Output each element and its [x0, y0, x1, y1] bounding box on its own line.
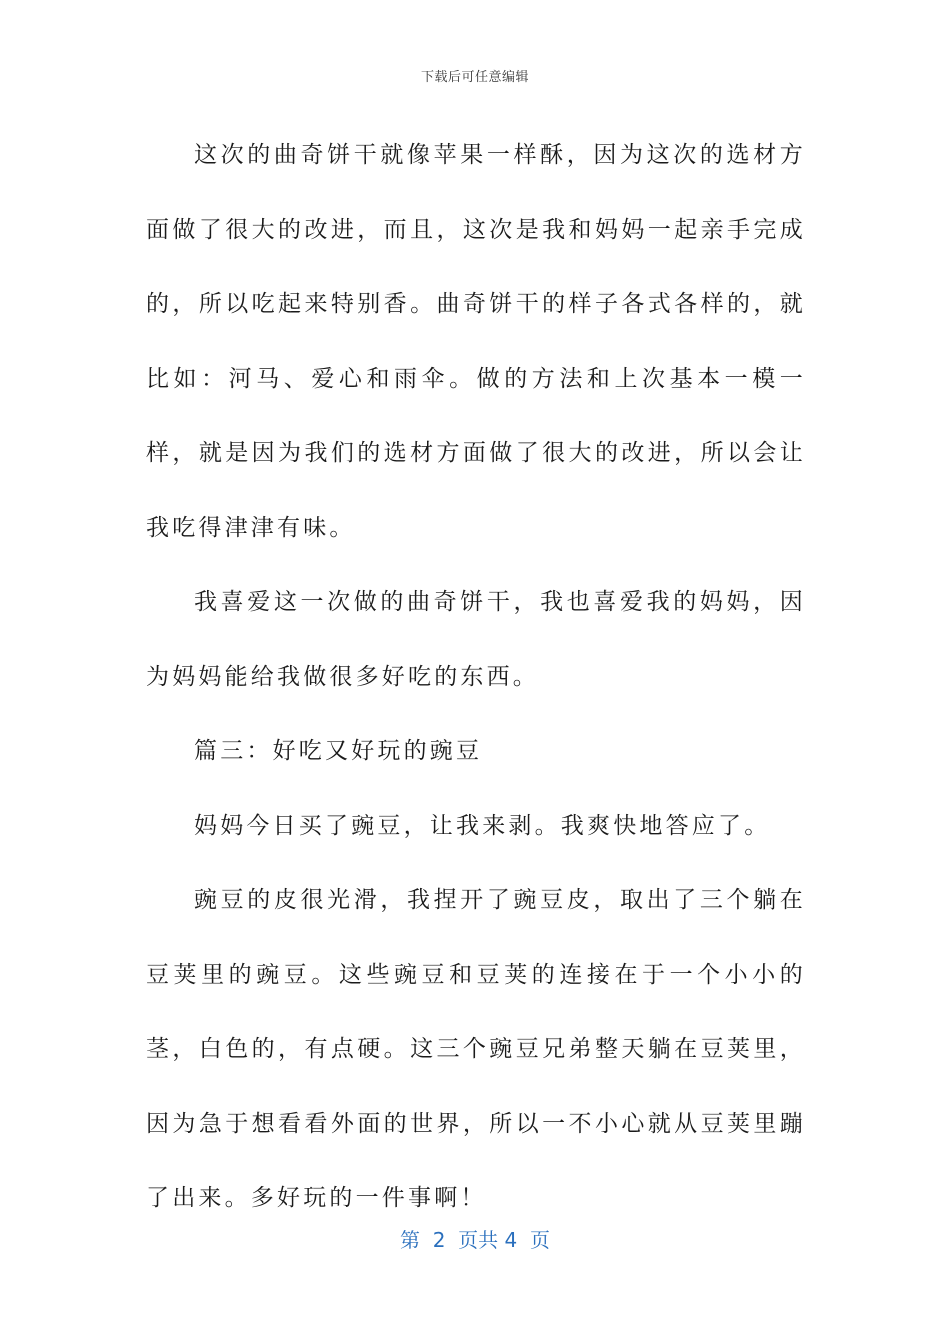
- document-body: [146, 118, 806, 1236]
- page-number-footer: 第 2 页共 4 页: [400, 1228, 550, 1252]
- paragraph-cookie-description: 这次的曲奇饼干就像苹果一样酥，因为这次的选材方面做了很大的改进，而且，这次是我和妈妈一起亲手完成的，所以吃起来特别香。曲奇饼干的样子各式各样的，就比如：河马、爱心和雨伞。做的方法和上次基本一模一样，就是因为我们的选材方面做了很大的改进，所以会让我吃得津津有味。: [146, 142, 806, 541]
- paragraph-mom-bought-peas: 妈妈今日买了豌豆，让我来剥。我爽快地答应了。: [194, 812, 771, 839]
- section-heading-peas: 篇三：好吃又好玩的豌豆: [194, 738, 483, 764]
- paragraph-pea-description: 豌豆的皮很光滑，我捏开了豌豆皮，取出了三个躺在豆荚里的豌豆。这些豌豆和豆荚的连接在于一个小小的茎，白色的，有点硬。这三个豌豆兄弟整天躺在豆荚里，因为急于想看看外面的世界，所以一不小心就从豆荚里蹦了出来。多好玩的一件事啊！: [146, 887, 806, 1211]
- header-note: 下载后可任意编辑: [420, 70, 529, 85]
- paragraph-love-mom: 我喜爱这一次做的曲奇饼干，我也喜爱我的妈妈，因为妈妈能给我做很多好吃的东西。: [146, 589, 806, 690]
